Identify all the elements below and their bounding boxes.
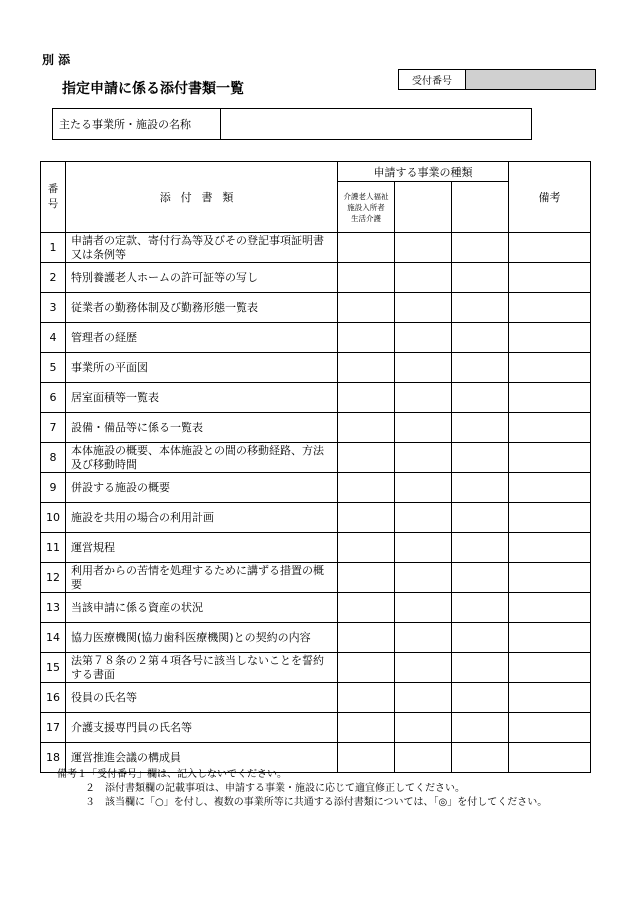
table-row [41, 593, 591, 623]
service-type-header [338, 182, 395, 233]
document-name: 役員の氏名等 [66, 683, 338, 713]
service-type-check-cell[interactable] [452, 713, 509, 743]
table-row [41, 413, 591, 443]
service-type-check-cell[interactable] [338, 443, 395, 473]
service-type-check-cell[interactable] [395, 653, 452, 683]
service-type-check-cell[interactable] [395, 593, 452, 623]
service-type-check-cell[interactable] [452, 413, 509, 443]
table-row [41, 383, 591, 413]
service-type-check-cell[interactable] [452, 323, 509, 353]
notes-cell[interactable] [509, 593, 591, 623]
service-type-check-cell[interactable] [395, 263, 452, 293]
service-type-check-cell[interactable] [452, 233, 509, 263]
service-type-check-cell[interactable] [395, 683, 452, 713]
row-number: 2 [41, 263, 66, 293]
table-row [41, 653, 591, 683]
service-type-check-cell[interactable] [338, 623, 395, 653]
service-type-check-cell[interactable] [338, 713, 395, 743]
service-type-check-cell[interactable] [338, 593, 395, 623]
service-type-check-cell[interactable] [395, 323, 452, 353]
table-row [41, 683, 591, 713]
table-row [41, 293, 591, 323]
attachment-label: 別 添 [42, 53, 71, 67]
service-type-check-cell[interactable] [338, 353, 395, 383]
row-number: 12 [41, 563, 66, 593]
column-header-service-types: 申請する事業の種類 [338, 162, 509, 182]
number-header-text: 番 号 [47, 183, 59, 210]
notes-cell[interactable] [509, 353, 591, 383]
column-header-number [41, 162, 66, 233]
service-type-check-cell[interactable] [452, 593, 509, 623]
service-type-check-cell[interactable] [452, 653, 509, 683]
notes-cell[interactable] [509, 383, 591, 413]
row-number: 16 [41, 683, 66, 713]
facility-name-field[interactable] [221, 109, 531, 139]
facility-name-label: 主たる事業所・施設の名称 [53, 109, 221, 139]
row-number: 10 [41, 503, 66, 533]
table-row [41, 323, 591, 353]
row-number: 13 [41, 593, 66, 623]
notes-cell[interactable] [509, 413, 591, 443]
service-type-check-cell[interactable] [452, 533, 509, 563]
service-type-check-cell[interactable] [395, 473, 452, 503]
notes-cell[interactable] [509, 473, 591, 503]
facility-name-box [52, 108, 532, 140]
row-number: 3 [41, 293, 66, 323]
service-type-check-cell[interactable] [338, 293, 395, 323]
service-type-header [452, 182, 509, 233]
document-name: 法第７８条の２第４項各号に該当しないことを誓約する書面 [66, 653, 338, 683]
document-name: 当該申請に係る資産の状況 [66, 593, 338, 623]
table-row [41, 713, 591, 743]
table-row [41, 473, 591, 503]
document-name: 従業者の勤務体制及び勤務形態一覧表 [66, 293, 338, 323]
service-type-check-cell[interactable] [395, 533, 452, 563]
notes-cell[interactable] [509, 503, 591, 533]
document-name: 運営推進会議の構成員 [66, 743, 338, 773]
service-type-check-cell[interactable] [338, 503, 395, 533]
table-row [41, 263, 591, 293]
service-type-check-cell[interactable] [452, 623, 509, 653]
table-row [41, 533, 591, 563]
notes-cell[interactable] [509, 293, 591, 323]
row-number: 4 [41, 323, 66, 353]
service-type-check-cell[interactable] [395, 563, 452, 593]
service-type-check-cell[interactable] [452, 353, 509, 383]
document-name: 併設する施設の概要 [66, 473, 338, 503]
table-row [41, 233, 591, 263]
document-name: 特別養護老人ホームの許可証等の写し [66, 263, 338, 293]
note-line: 備考１「受付番号」欄は、記入しないでください。 [57, 769, 287, 780]
table-row [41, 563, 591, 593]
service-type-check-cell[interactable] [395, 413, 452, 443]
receipt-number-box [398, 69, 596, 90]
notes-cell[interactable] [509, 683, 591, 713]
row-number: 9 [41, 473, 66, 503]
document-name: 本体施設の概要、本体施設との間の移動経路、方法及び移動時間 [66, 443, 338, 473]
service-type-check-cell[interactable] [338, 683, 395, 713]
notes-cell[interactable] [509, 713, 591, 743]
service-type-check-cell[interactable] [338, 473, 395, 503]
service-type-check-cell[interactable] [395, 353, 452, 383]
table-row [41, 353, 591, 383]
service-type-check-cell[interactable] [452, 683, 509, 713]
notes-cell[interactable] [509, 443, 591, 473]
document-name: 事業所の平面図 [66, 353, 338, 383]
service-type-check-cell[interactable] [452, 263, 509, 293]
receipt-number-field[interactable] [466, 70, 595, 89]
service-type-check-cell[interactable] [452, 563, 509, 593]
row-number: 6 [41, 383, 66, 413]
document-name: 協力医療機関(協力歯科医療機関)との契約の内容 [66, 623, 338, 653]
notes-cell[interactable] [509, 563, 591, 593]
notes-cell[interactable] [509, 533, 591, 563]
note-line: ２ 添付書類欄の記載事項は、申請する事業・施設に応じて適宜修正してください。 [85, 783, 465, 794]
row-number: 14 [41, 623, 66, 653]
service-type-check-cell[interactable] [338, 413, 395, 443]
notes-cell[interactable] [509, 653, 591, 683]
row-number: 1 [41, 233, 66, 263]
notes-cell[interactable] [509, 323, 591, 353]
document-name: 運営規程 [66, 533, 338, 563]
service-type-check-cell[interactable] [452, 383, 509, 413]
service-type-label: 介護老人福祉 施設入所者 生活介護 [343, 191, 389, 223]
service-type-check-cell[interactable] [395, 443, 452, 473]
row-number: 8 [41, 443, 66, 473]
page-title: 指定申請に係る添付書類一覧 [62, 81, 244, 97]
service-type-check-cell[interactable] [395, 503, 452, 533]
service-type-check-cell[interactable] [395, 293, 452, 323]
document-name: 介護支援専門員の氏名等 [66, 713, 338, 743]
column-header-documents: 添付書類 [66, 162, 338, 233]
row-number: 18 [41, 743, 66, 773]
notes-cell[interactable] [509, 263, 591, 293]
service-type-check-cell[interactable] [452, 503, 509, 533]
document-name: 施設を共用の場合の利用計画 [66, 503, 338, 533]
service-type-check-cell[interactable] [452, 473, 509, 503]
document-name: 管理者の経歴 [66, 323, 338, 353]
service-type-check-cell[interactable] [452, 293, 509, 323]
service-type-check-cell[interactable] [395, 233, 452, 263]
service-type-header [395, 182, 452, 233]
notes-section [57, 768, 547, 810]
document-name: 利用者からの苦情を処理するために講ずる措置の概要 [66, 563, 338, 593]
service-type-check-cell[interactable] [338, 383, 395, 413]
column-header-notes: 備考 [509, 162, 591, 233]
table-row [41, 503, 591, 533]
service-type-check-cell[interactable] [338, 233, 395, 263]
document-name: 設備・備品等に係る一覧表 [66, 413, 338, 443]
notes-cell[interactable] [509, 623, 591, 653]
note-line: ３ 該当欄に「○」を付し、複数の事業所等に共通する添付書類については、「◎」を付してください。 [85, 797, 548, 808]
service-type-check-cell[interactable] [338, 653, 395, 683]
document-name: 申請者の定款、寄付行為等及びその登記事項証明書又は条例等 [66, 233, 338, 263]
service-type-check-cell[interactable] [338, 563, 395, 593]
service-type-check-cell[interactable] [338, 323, 395, 353]
service-type-check-cell[interactable] [395, 713, 452, 743]
receipt-number-label: 受付番号 [399, 70, 466, 89]
notes-cell[interactable] [509, 233, 591, 263]
service-type-check-cell[interactable] [338, 263, 395, 293]
table-row [41, 443, 591, 473]
row-number: 11 [41, 533, 66, 563]
service-type-check-cell[interactable] [395, 383, 452, 413]
service-type-check-cell[interactable] [395, 623, 452, 653]
row-number: 5 [41, 353, 66, 383]
service-type-check-cell[interactable] [452, 443, 509, 473]
document-name: 居室面積等一覧表 [66, 383, 338, 413]
row-number: 17 [41, 713, 66, 743]
table-row [41, 623, 591, 653]
row-number: 7 [41, 413, 66, 443]
service-type-check-cell[interactable] [338, 533, 395, 563]
row-number: 15 [41, 653, 66, 683]
documents-table [40, 161, 591, 773]
